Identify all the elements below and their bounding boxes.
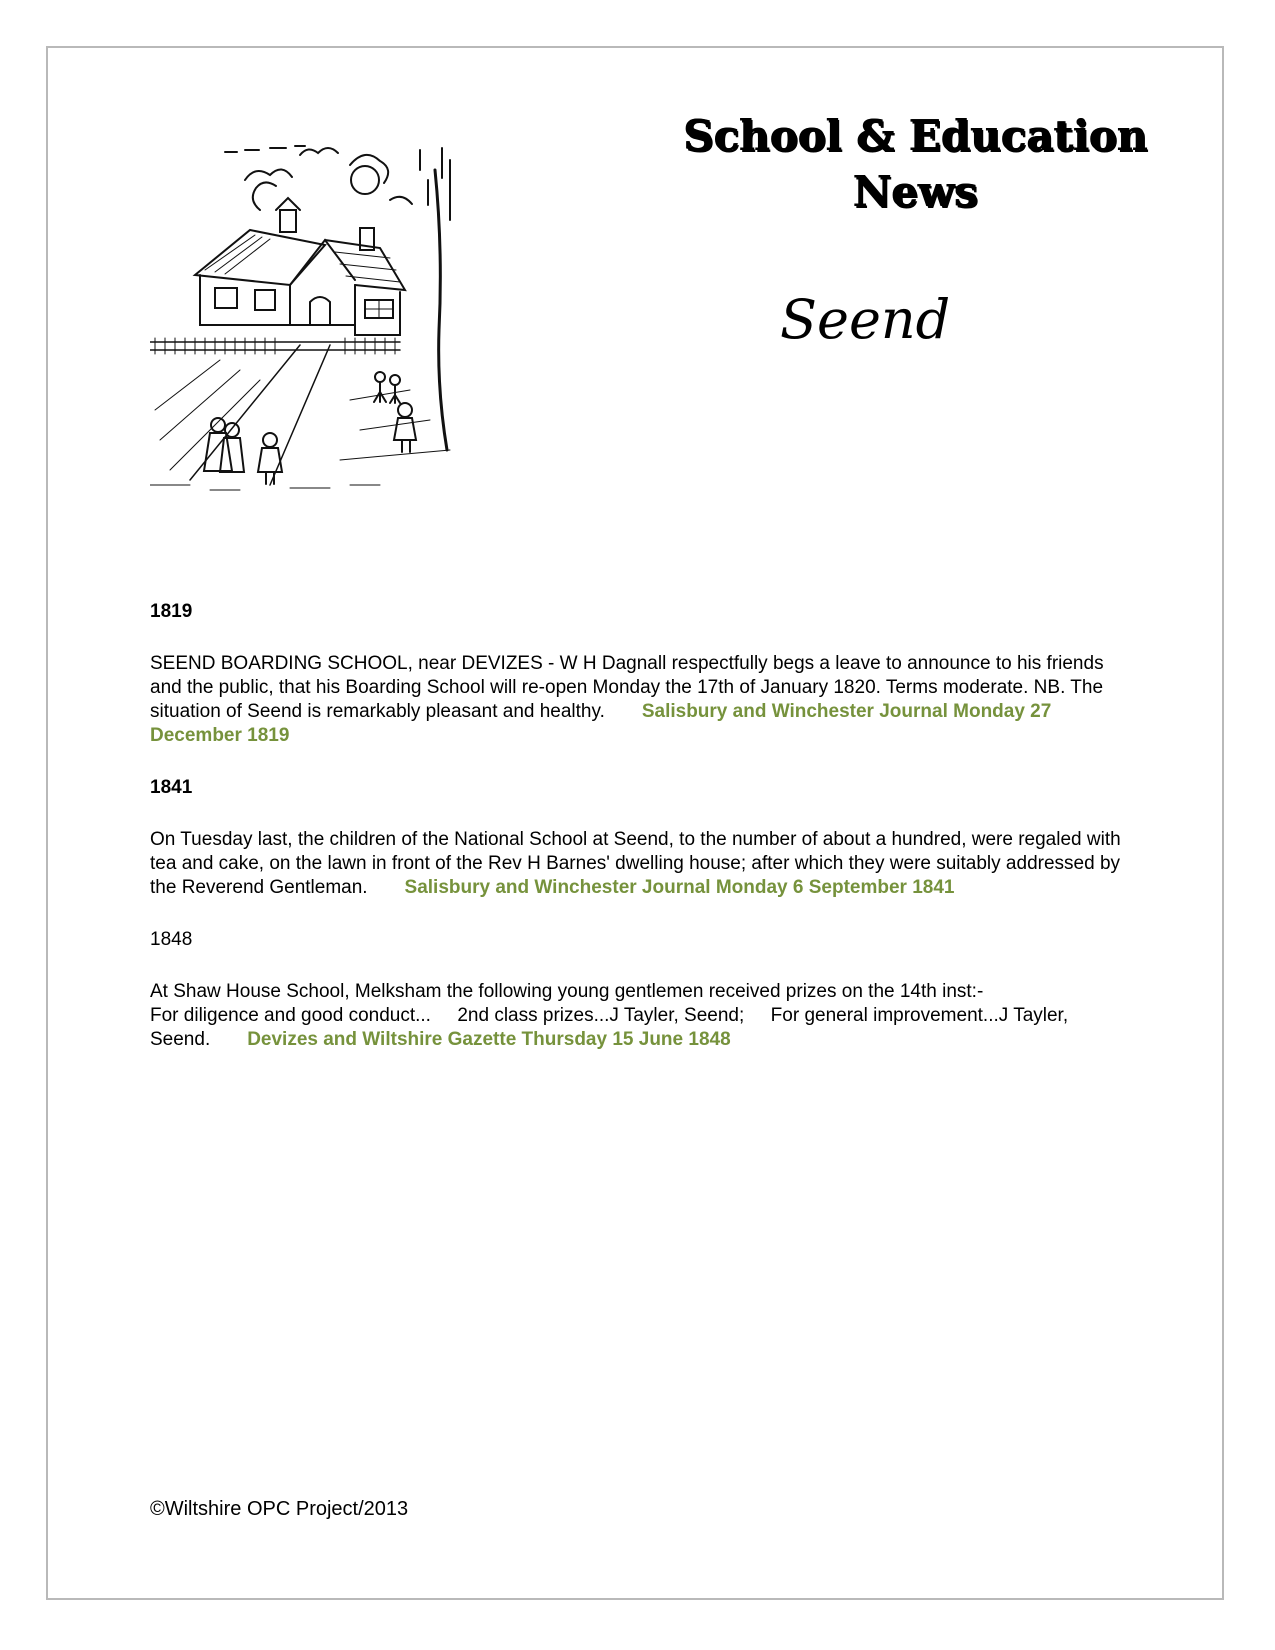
title-line-2: News xyxy=(852,167,978,216)
entry-body: SEEND BOARDING SCHOOL, near DEVIZES - W H Dagnall respectfully begs a leave to announce to his friends and the public, that his Boarding School will re-open Monday the 17th of January 1820. Terms moderate. NB. The situation of Seend is remarkably pleasant and healthy. xyxy=(150,653,1104,722)
school-illustration xyxy=(150,140,480,520)
entry-body-line-2: For diligence and good conduct... 2nd class prizes...J Tayler, Seend; For general improvement...J Tayler, Seend. xyxy=(150,1005,1074,1050)
entry-year: 1841 xyxy=(150,777,193,798)
copyright-footer: ©Wiltshire OPC Project/2013 xyxy=(150,1498,409,1520)
news-entries xyxy=(150,600,1130,1080)
entry-year: 1819 xyxy=(150,601,193,622)
entry-source: Salisbury and Winchester Journal Monday 6 September 1841 xyxy=(404,877,955,898)
entry-body-line-1: At Shaw House School, Melksham the following young gentlemen received prizes on the 14th inst:- xyxy=(150,981,984,1002)
entry-text xyxy=(150,980,1130,1052)
place-name: Seend xyxy=(780,288,951,351)
title-line-1: School & Education xyxy=(682,111,1148,160)
entry-text xyxy=(150,652,1130,748)
entry-source: Salisbury and Winchester Journal Monday 27 December 1819 xyxy=(150,701,1052,746)
entry-body: On Tuesday last, the children of the National School at Seend, to the number of about a hundred, were regaled with tea and cake, on the lawn in front of the Rev H Barnes' dwelling house; after which they were suitably addressed by the Reverend Gentleman. xyxy=(150,829,1121,898)
entry-year: 1848 xyxy=(150,929,193,950)
entry-text xyxy=(150,828,1130,900)
page-title xyxy=(600,108,1230,220)
entry-source: Devizes and Wiltshire Gazette Thursday 15 June 1848 xyxy=(247,1029,731,1050)
